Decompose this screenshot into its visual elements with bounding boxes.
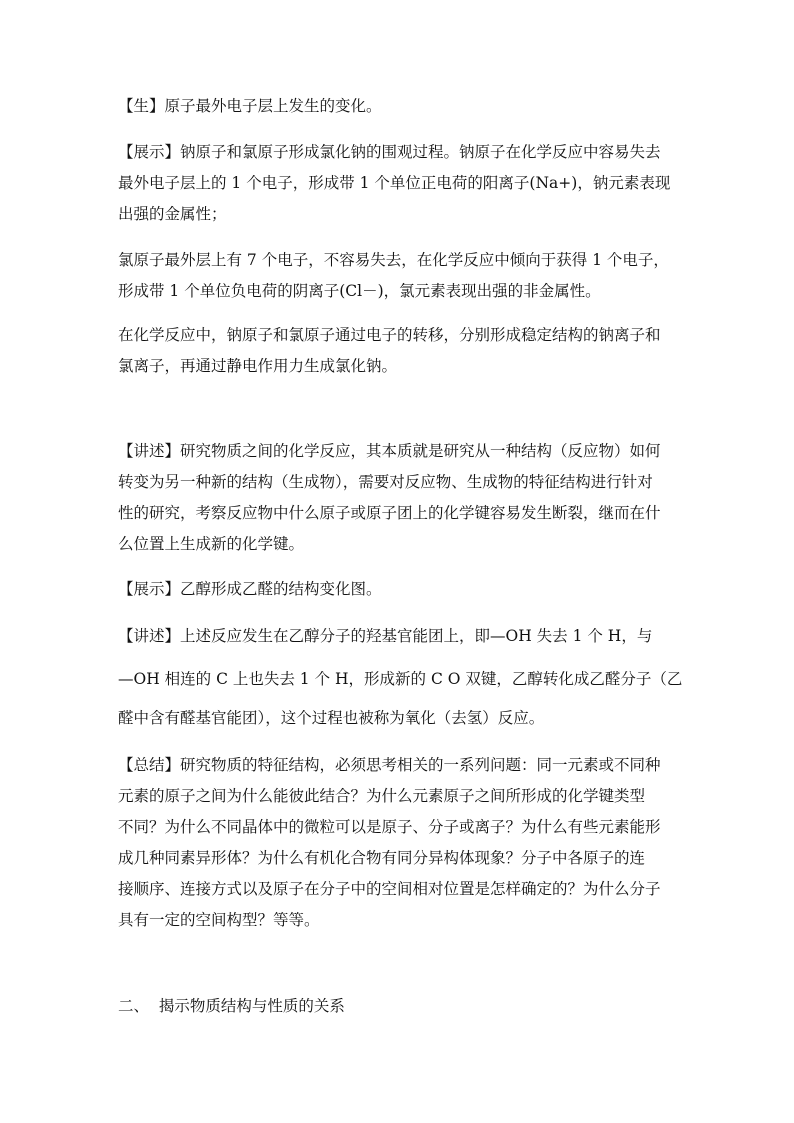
- para-jiangshu-2-line-3: 醛中含有醛基官能团），这个过程也被称为氧化（去氢）反应。: [118, 709, 545, 727]
- para-sheng-line-1: 【生】原子最外电子层上发生的变化。: [118, 97, 382, 115]
- para-zongjie-line-6: 具有一定的空间构型？等等。: [118, 911, 320, 929]
- para-zongjie-line-5: 接顺序、连接方式以及原子在分子中的空间相对位置是怎样确定的？为什么分子: [118, 880, 661, 898]
- para-jiangshu-2-line-2: —OH 相连的 C 上也失去 1 个 H，形成新的 C O 双键，乙醇转化成乙醛分子（乙: [118, 670, 683, 688]
- para-jiangshu-1-line-3: 性的研究，考察反应物中什么原子或原子团上的化学键容易发生断裂，继而在什: [118, 504, 661, 522]
- para-reaction-line-1: 在化学反应中，钠原子和氯原子通过电子的转移，分别形成稳定结构的钠离子和: [118, 326, 661, 344]
- section-heading: 二、 揭示物质结构与性质的关系: [118, 997, 345, 1015]
- para-zhanshi-1-line-3: 出强的金属性；: [118, 205, 227, 223]
- para-jiangshu-2-line-1: 【讲述】上述反应发生在乙醇分子的羟基官能团上，即—OH 失去 1 个 H，与: [118, 627, 653, 645]
- para-zongjie-line-4: 成几种同素异形体？为什么有机化合物有同分异构体现象？分子中各原子的连: [118, 849, 646, 867]
- para-zhanshi-1-line-1: 【展示】钠原子和氯原子形成氯化钠的围观过程。钠原子在化学反应中容易失去: [118, 143, 661, 161]
- para-jiangshu-1-line-1: 【讲述】研究物质之间的化学反应，其本质就是研究从一种结构（反应物）如何: [118, 442, 661, 460]
- para-zhanshi-1-line-2: 最外电子层上的 1 个电子，形成带 1 个单位正电荷的阳离子(Na+)，钠元素表现: [118, 174, 671, 192]
- para-chlorine-line-1: 氯原子最外层上有 7 个电子，不容易失去，在化学反应中倾向于获得 1 个电子，: [118, 251, 669, 269]
- para-chlorine-line-2: 形成带 1 个单位负电荷的阴离子(Cl－)，氯元素表现出强的非金属性。: [118, 282, 601, 300]
- para-zhanshi-2-line-1: 【展示】乙醇形成乙醛的结构变化图。: [118, 580, 382, 598]
- para-zongjie-line-2: 元素的原子之间为什么能彼此结合？为什么元素原子之间所形成的化学键类型: [118, 787, 646, 805]
- para-zongjie-line-1: 【总结】研究物质的特征结构，必须思考相关的一系列问题：同一元素或不同种: [118, 756, 661, 774]
- para-jiangshu-1-line-2: 转变为另一种新的结构（生成物），需要对反应物、生成物的特征结构进行针对: [118, 473, 653, 491]
- para-jiangshu-1-line-4: 么位置上生成新的化学键。: [118, 535, 305, 553]
- para-zongjie-line-3: 不同？为什么不同晶体中的微粒可以是原子、分子或离子？为什么有些元素能形: [118, 818, 661, 836]
- para-reaction-line-2: 氯离子，再通过静电作用力生成氯化钠。: [118, 357, 398, 375]
